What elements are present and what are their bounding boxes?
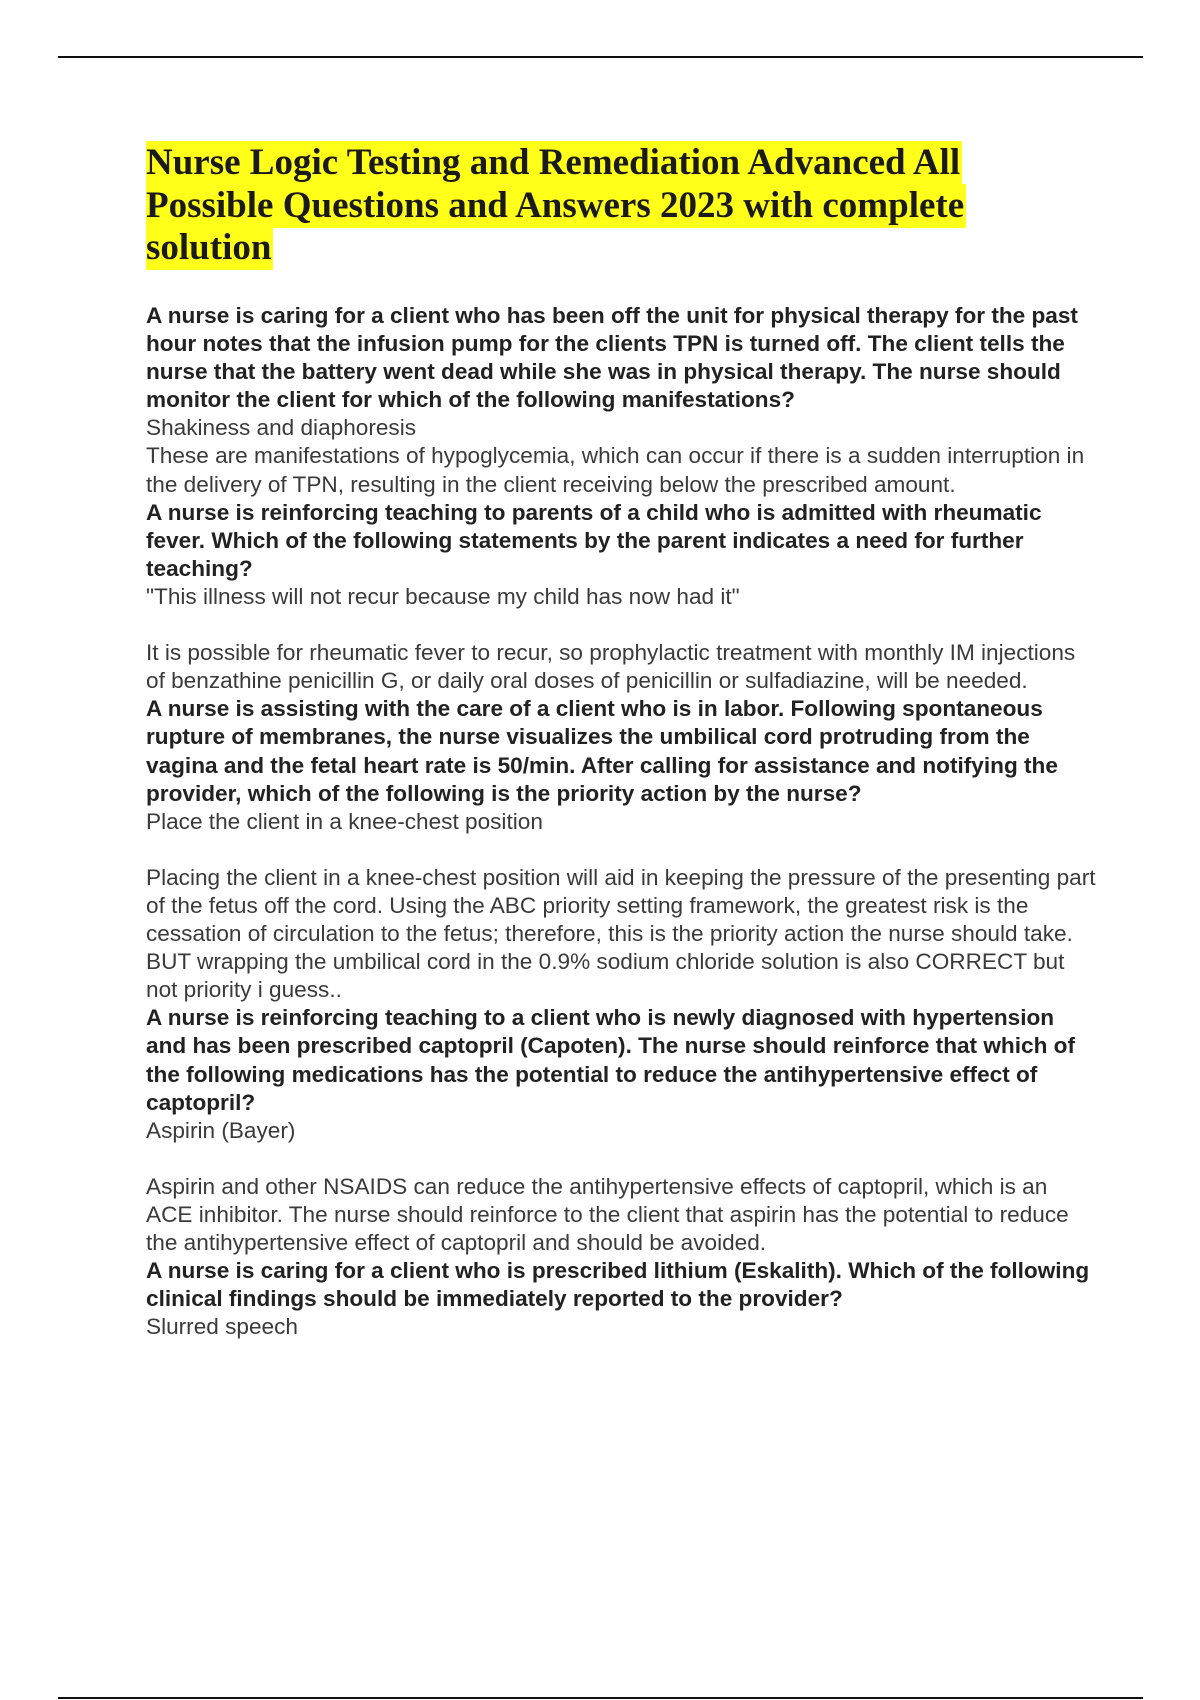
document-title bbox=[146, 142, 1016, 270]
spacer bbox=[146, 611, 1096, 639]
answer-1: Shakiness and diaphoresis bbox=[146, 415, 417, 441]
question-1: A nurse is caring for a client who has been off the unit for physical therapy for the past hour notes that the infusion pump for the clients TPN is turned off. The client tells the nurse that the battery went dead while she was in physical therapy. The nurse should monitor the client for which of the following manifestations? bbox=[146, 303, 1078, 413]
footer-rule bbox=[58, 1697, 1143, 1699]
header-rule bbox=[58, 56, 1143, 58]
rationale-2: It is possible for rheumatic fever to recur, so prophylactic treatment with monthly IM injections of benzathine penicillin G, or daily oral doses of penicillin or sulfadiazine, will be needed. bbox=[146, 640, 1076, 694]
question-4: A nurse is reinforcing teaching to a client who is newly diagnosed with hypertension and has been prescribed captopril (Capoten). The nurse should reinforce that which of the following medications has the potential to reduce the antihypertensive effect of captopril? bbox=[146, 1005, 1075, 1115]
question-2: A nurse is reinforcing teaching to parents of a child who is admitted with rheumatic fever. Which of the following statements by the parent indicates a need for further teaching? bbox=[146, 499, 1042, 581]
document-title-text: Nurse Logic Testing and Remediation Advanced All Possible Questions and Answers 2023 with complete solution bbox=[146, 142, 965, 268]
answer-4: Aspirin (Bayer) bbox=[146, 1117, 296, 1143]
answer-2: "This illness will not recur because my child has now had it" bbox=[146, 583, 740, 609]
qa-content bbox=[146, 302, 1096, 1341]
answer-5: Slurred speech bbox=[146, 1314, 298, 1340]
rationale-3: Placing the client in a knee-chest position will aid in keeping the pressure of the presenting part of the fetus off the cord. Using the ABC priority setting framework, the greatest risk is the cessation of circulation to the fetus; therefore, this is the priority action the nurse should take. BUT wrapping the umbilical cord in the 0.9% sodium chloride solution is also CORRECT but not priority i guess.. bbox=[146, 864, 1096, 1003]
question-3: A nurse is assisting with the care of a client who is in labor. Following spontaneous rupture of membranes, the nurse visualizes the umbilical cord protruding from the vagina and the fetal heart rate is 50/min. After calling for assistance and notifying the provider, which of the following is the priority action by the nurse? bbox=[146, 696, 1058, 806]
question-5: A nurse is caring for a client who is prescribed lithium (Eskalith). Which of the following clinical findings should be immediately reported to the provider? bbox=[146, 1258, 1090, 1312]
rationale-4: Aspirin and other NSAIDS can reduce the antihypertensive effects of captopril, which is an ACE inhibitor. The nurse should reinforce to the client that aspirin has the potential to reduce the antihypertensive effect of captopril and should be avoided. bbox=[146, 1173, 1069, 1256]
spacer bbox=[146, 836, 1096, 864]
rationale-1: These are manifestations of hypoglycemia, which can occur if there is a sudden interruption in the delivery of TPN, resulting in the client receiving below the prescribed amount. bbox=[146, 443, 1085, 497]
spacer bbox=[146, 1145, 1096, 1173]
answer-3: Place the client in a knee-chest position bbox=[146, 808, 543, 834]
